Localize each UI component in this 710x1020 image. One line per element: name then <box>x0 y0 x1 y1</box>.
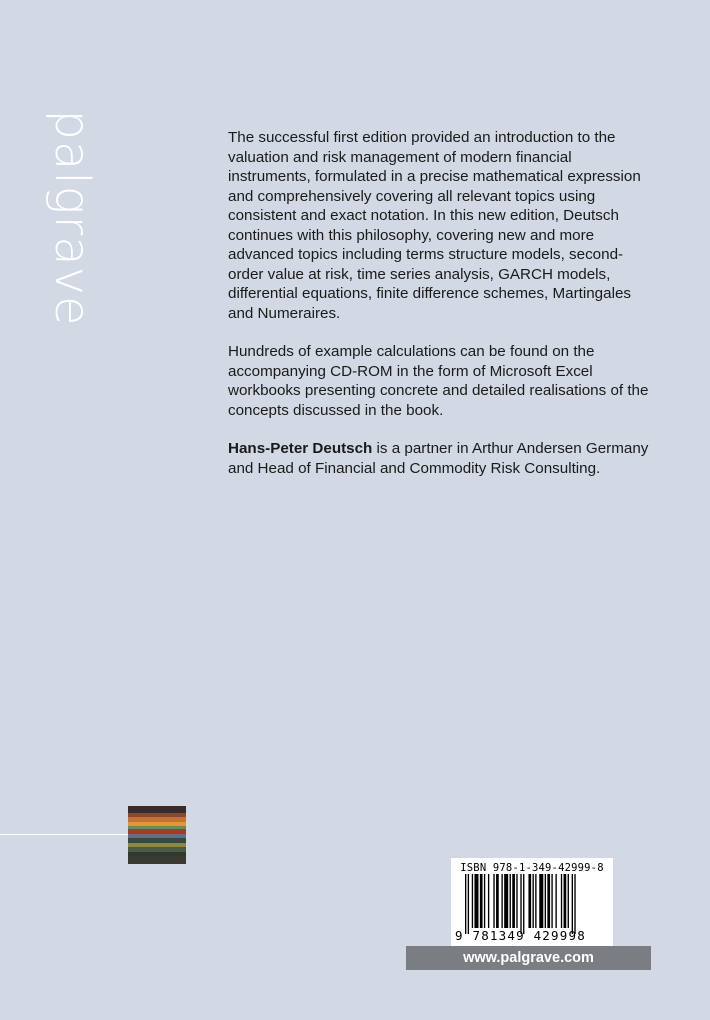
barcode-bar <box>501 874 502 928</box>
barcode-bar <box>551 874 552 928</box>
barcode-bar <box>480 874 483 928</box>
barcode-bar <box>564 874 567 928</box>
barcode-bar <box>512 874 515 928</box>
barcode-bar <box>547 874 550 928</box>
website-url[interactable]: www.palgrave.com <box>406 946 651 970</box>
barcode-bar <box>545 874 546 928</box>
author-bio <box>228 439 658 478</box>
barcode-bar <box>484 874 485 928</box>
barcode-bar <box>468 874 469 934</box>
barcode-bar <box>520 874 521 934</box>
barcode-bar <box>535 874 536 928</box>
barcode-bar <box>528 874 531 928</box>
ean-first-digit: 9 <box>455 928 464 943</box>
decorative-rule <box>0 834 128 835</box>
barcode-bar <box>572 874 573 934</box>
blurb-paragraph-1: The successful first edition provided an introduction to the valuation and risk management of modern financial instruments, formulated in a precise mathematical expression and comprehensively covering all relevant topics using consistent and exact notation. In this new edition, Deutsch continues with this philosophy, covering new and more advanced topics including terms structure models, second-order value at risk, time series analysis, GARCH models, differential equations, finite difference schemes, Martingales and Numeraires. <box>228 129 641 322</box>
ean-left-group: 781349 <box>472 928 525 943</box>
barcode-bar <box>474 874 478 928</box>
palgrave-logo: palgrave <box>44 109 100 327</box>
author-name: Hans-Peter Deutsch <box>228 440 373 457</box>
barcode-bar <box>561 874 562 928</box>
barcode-bar <box>510 874 511 928</box>
blurb-paragraph-2: Hundreds of example calculations can be found on the accompanying CD-ROM in the form of Microsoft Excel workbooks presenting concrete and detailed realisations of the concepts discussed in the book. <box>228 343 649 419</box>
barcode-bar <box>465 874 466 934</box>
front-cover-thumbnail <box>128 806 186 864</box>
barcode-bar <box>472 874 473 928</box>
barcode-bar <box>568 874 569 928</box>
barcode-bar <box>533 874 534 928</box>
barcode-bar <box>493 874 494 928</box>
isbn-label: ISBN 978-1-349-42999-8 <box>460 862 604 874</box>
blurb <box>228 128 658 497</box>
barcode-bar <box>504 874 508 928</box>
barcode-bar <box>516 874 517 928</box>
barcode-bar <box>574 874 575 934</box>
author-bio-text: is a partner in Arthur Andersen Germany and Head of Financial and Commodity Risk Consulting. <box>228 440 649 477</box>
isbn-barcode <box>451 858 613 946</box>
ean-digits <box>455 930 609 943</box>
barcode-bar <box>488 874 489 928</box>
barcode-bar <box>539 874 543 928</box>
barcode-bar <box>496 874 499 928</box>
barcode-bar <box>523 874 524 934</box>
barcode-bar <box>555 874 556 928</box>
ean-right-group: 429998 <box>533 928 586 943</box>
